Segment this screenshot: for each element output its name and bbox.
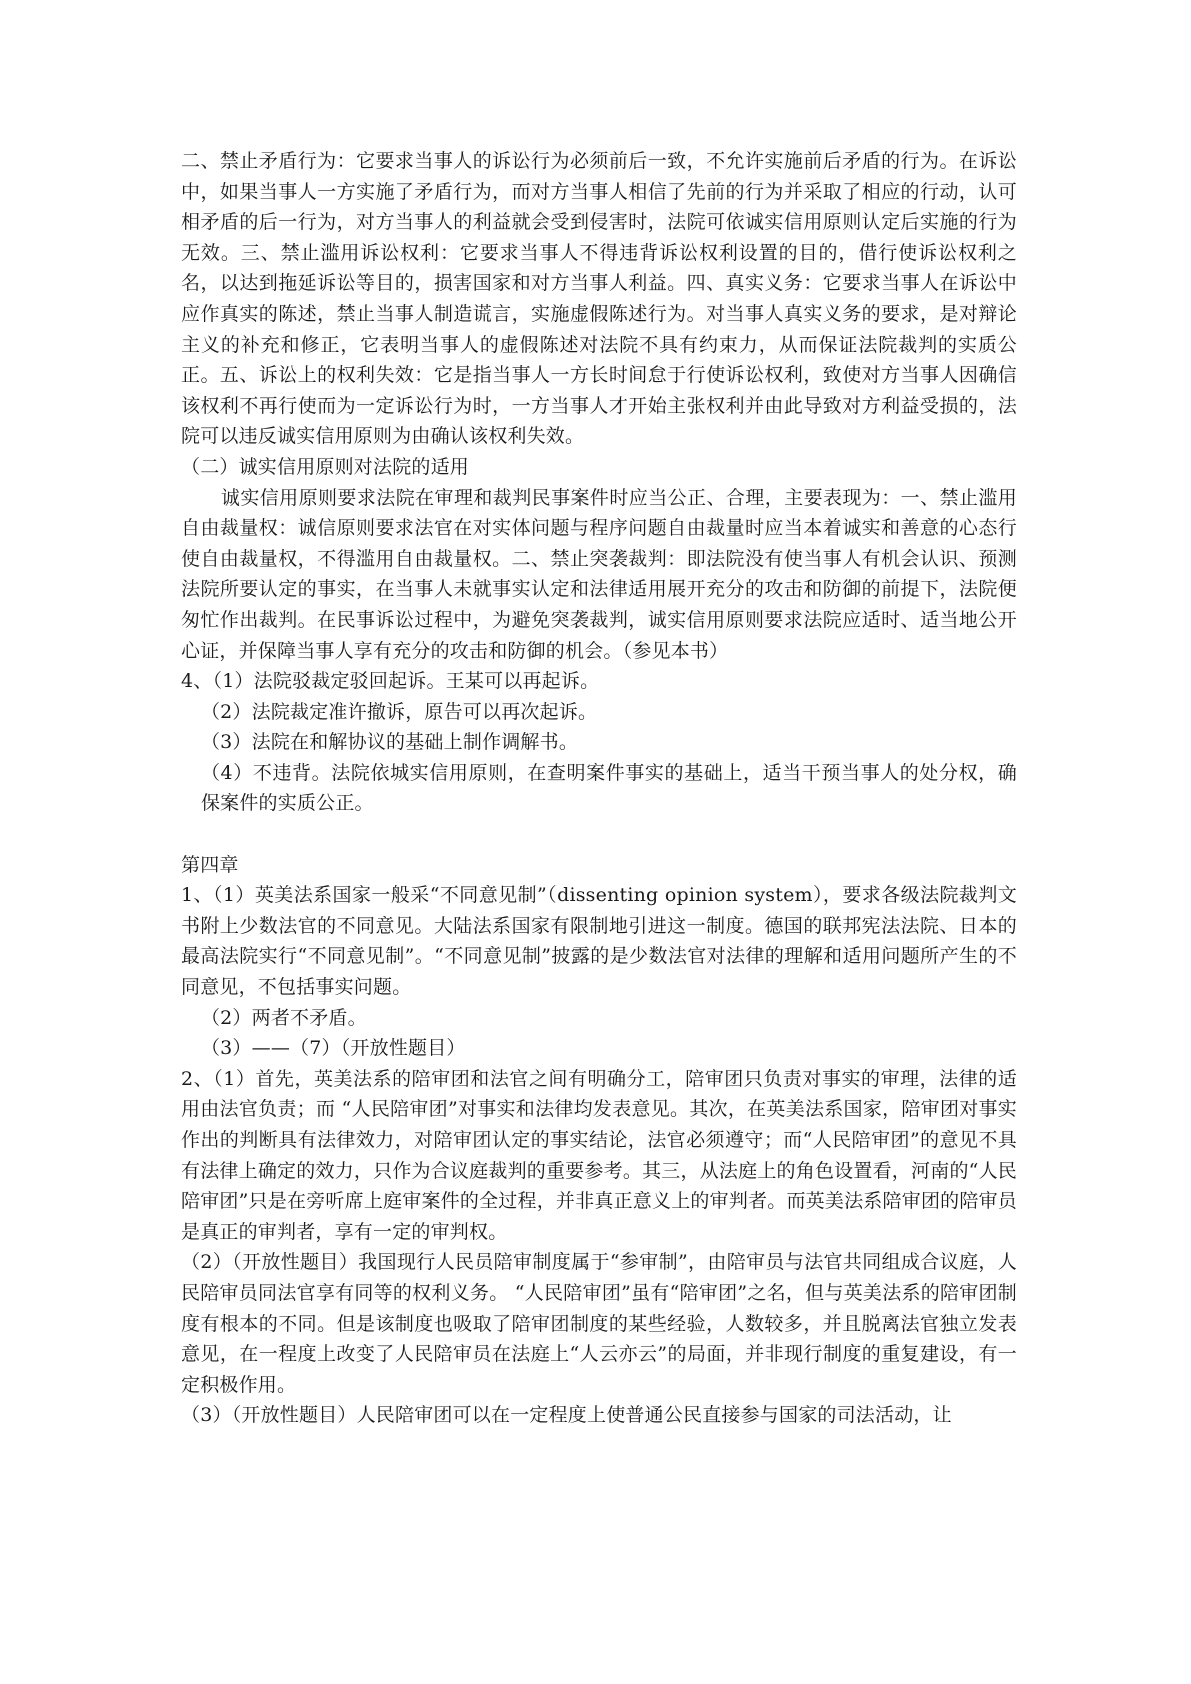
answer-2-2: （2）（开放性题目）我国现行人民员陪审制度属于“参审制”，由陪审员与法官共同组成合议庭，人民陪审员同法官享有同等的权利义务。 “人民陪审团”虽有“陪审团”之名，但与英美法系的陪审团制度有根本的不同。但是该制度也吸取了陪审团制度的某些经验，人数较多，并且脱离法官独立发表意见，在一程度上改变了人民陪审员在法庭上“人云亦云”的局面，并非现行制度的重复建设，有一定积极作用。 <box>181 1251 1017 1396</box>
section-heading-court-application: （二）诚实信用原则对法院的适用 <box>181 455 470 478</box>
paragraph-court-principle: 诚实信用原则要求法院在审理和裁判民事案件时应当公正、合理，主要表现为：一、禁止滥用自由裁量权：诚信原则要求法官在对实体问题与程序问题自由裁量时应当本着诚实和善意的心态行使自由裁量权，不得滥用自由裁量权。二、禁止突袭裁判：即法院没有使当事人有机会认识、预测法院所要认定的事实，在当事人未就事实认定和法律适用展开充分的攻击和防御的前提下，法院便匆忙作出裁判。在民事诉讼过程中，为避免突袭裁判，诚实信用原则要求法院应适时、适当地公开心证，并保障当事人享有充分的攻击和防御的机会。（参见本书） <box>181 486 1017 662</box>
answer-1-3-7: （3）——（7）（开放性题目） <box>200 1037 466 1060</box>
document-page <box>181 146 1017 1431</box>
answer-2-1: 2、（1）首先，英美法系的陪审团和法官之间有明确分工，陪审团只负责对事实的审理，法律的适用由法官负责；而 “人民陪审团”对事实和法律均发表意见。其次，在英美法系国家，陪审团对事实作出的判断具有法律效力，对陪审团认定的事实结论，法官必须遵守；而“人民陪审团”的意见不具有法律上确定的效力，只作为合议庭裁判的重要参考。其三，从法庭上的角色设置看，河南的“人民陪审团”只是在旁听席上庭审案件的全过程，并非真正意义上的审判者。而英美法系陪审团的陪审员是真正的审判者，享有一定的审判权。 <box>181 1067 1017 1243</box>
answer-1-1: 1、（1）英美法系国家一般采“不同意见制”（dissenting opinion system），要求各级法院裁判文书附上少数法官的不同意见。大陆法系国家有限制地引进这一制度。德国的联邦宪法法院、日本的最高法院实行“不同意见制”。“不同意见制”披露的是少数法官对法律的理解和适用问题所产生的不同意见，不包括事实问题。 <box>181 884 1017 999</box>
answer-2-3: （3）（开放性题目）人民陪审团可以在一定程度上使普通公民直接参与国家的司法活动，让 <box>181 1404 952 1427</box>
answer-1-2: （2）两者不矛盾。 <box>200 1006 367 1029</box>
chapter-heading: 第四章 <box>181 853 239 876</box>
paragraph-principle-items: 二、禁止矛盾行为：它要求当事人的诉讼行为必须前后一致，不允许实施前后矛盾的行为。在诉讼中，如果当事人一方实施了矛盾行为，而对方当事人相信了先前的行为并采取了相应的行动，认可相矛盾的后一行为，对方当事人的利益就会受到侵害时，法院可依诚实信用原则认定后实施的行为无效。三、禁止滥用诉讼权利：它要求当事人不得违背诉讼权利设置的目的，借行使诉讼权利之名，以达到拖延诉讼等目的，损害国家和对方当事人利益。四、真实义务：它要求当事人在诉讼中应作真实的陈述，禁止当事人制造谎言，实施虚假陈述行为。对当事人真实义务的要求，是对辩论主义的补充和修正，它表明当事人的虚假陈述对法院不具有约束力，从而保证法院裁判的实质公正。五、诉讼上的权利失效：它是指当事人一方长时间怠于行使诉讼权利，致使对方当事人因确信该权利不再行使而为一定诉讼行为时，一方当事人才开始主张权利并由此导致对方利益受损的，法院可以违反诚实信用原则为由确认该权利失效。 <box>181 150 1017 448</box>
answer-4-4: （4）不违背。法院依城实信用原则，在查明案件事实的基础上，适当干预当事人的处分权，确保案件的实质公正。 <box>200 761 1017 815</box>
answer-4-1: 4、（1）法院驳裁定驳回起诉。王某可以再起诉。 <box>181 670 600 693</box>
blank-line <box>181 819 1017 850</box>
answer-4-2: （2）法院裁定准许撤诉，原告可以再次起诉。 <box>200 700 598 723</box>
answer-4-3: （3）法院在和解协议的基础上制作调解书。 <box>200 731 579 754</box>
